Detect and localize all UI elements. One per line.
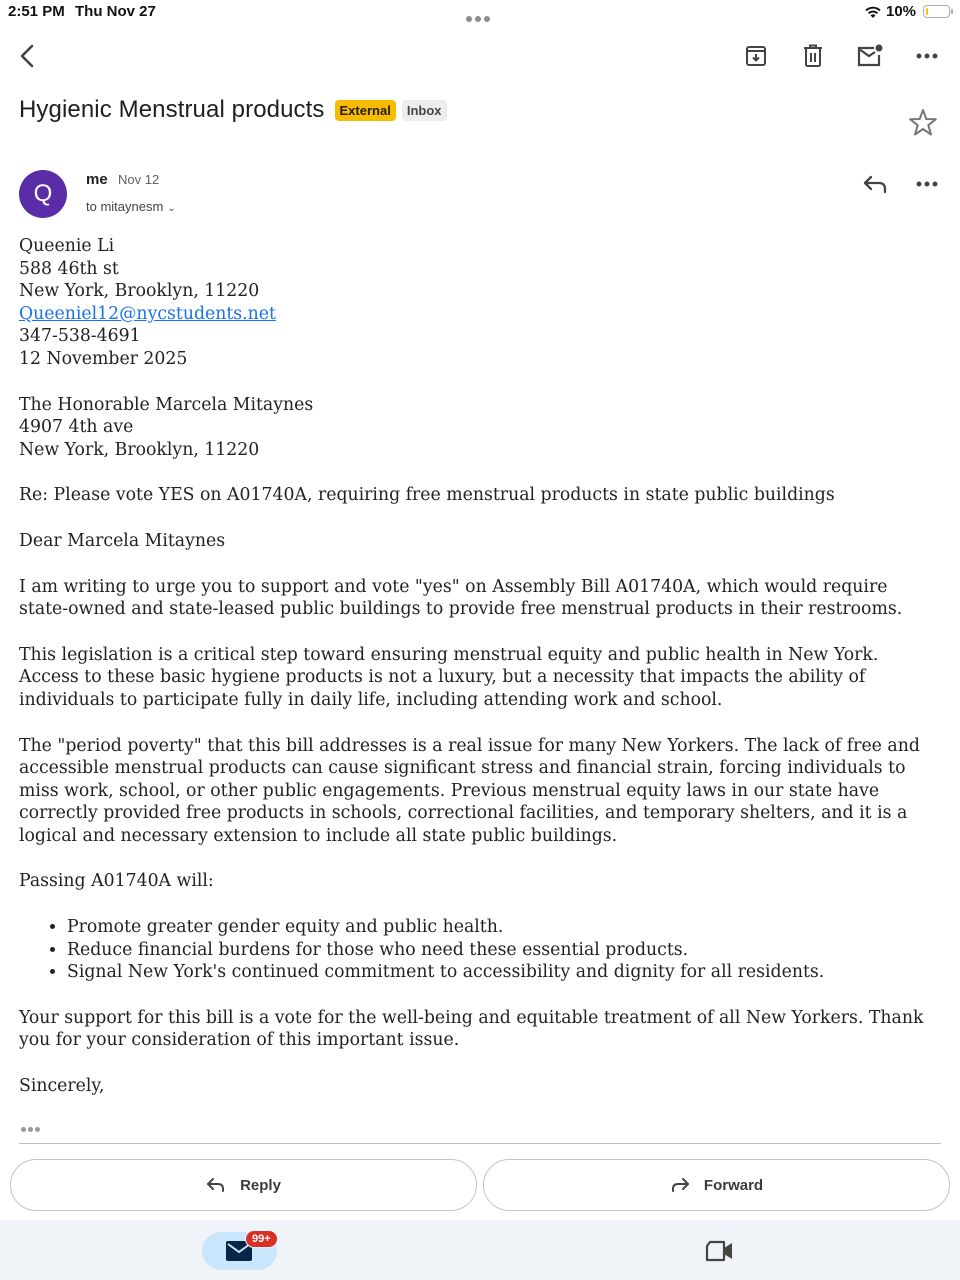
- back-button[interactable]: [12, 40, 44, 72]
- sign-off: Sincerely,: [19, 1076, 105, 1097]
- body-paragraph: I am writing to urge you to support and vote "yes" on Assembly Bill A01740A, which would require state-owned and state-leased public buildings to provide free menstrual products in their restrooms.: [19, 576, 903, 620]
- divider: [19, 1143, 941, 1144]
- sender-avatar[interactable]: Q: [19, 170, 67, 218]
- sender-phone: 347-538-4691: [19, 326, 141, 347]
- reply-button[interactable]: [10, 1159, 477, 1211]
- list-item: • Promote greater gender equity and public health.: [67, 916, 939, 939]
- chevron-down-icon: ⌄: [167, 203, 176, 214]
- email-body: [19, 235, 939, 1121]
- inbox-label-badge[interactable]: Inbox: [402, 100, 447, 121]
- battery-nub: [951, 9, 953, 14]
- battery-percent: 10%: [886, 3, 917, 20]
- email-subject: Hygienic Menstrual products: [19, 96, 325, 123]
- status-bar: [0, 0, 960, 24]
- mark-unread-icon: [856, 43, 884, 69]
- re-line: Re: Please vote YES on A01740A, requiring free menstrual products in state public buildings: [19, 485, 835, 506]
- letter-date: 12 November 2025: [19, 348, 188, 369]
- archive-button[interactable]: [740, 40, 772, 72]
- star-icon[interactable]: [906, 106, 940, 140]
- recipient-street-line: 4907 4th ave: [19, 417, 134, 438]
- sender-email-link[interactable]: Queeniel12@nycstudents.net: [19, 303, 276, 324]
- sender-name-line: Queenie Li: [19, 236, 115, 256]
- sender-name: me: [86, 171, 108, 188]
- recipients-text: to mitaynesm: [86, 199, 164, 214]
- sender-city-line: New York, Brooklyn, 11220: [19, 281, 260, 302]
- show-trimmed-content-button[interactable]: [21, 1119, 43, 1127]
- recipient-address-block: [19, 394, 939, 462]
- more-horizontal-icon: [916, 53, 938, 59]
- status-date: Thu Nov 27: [75, 3, 156, 20]
- wifi-icon: [864, 5, 882, 19]
- trash-icon: [802, 44, 824, 68]
- benefits-list: [19, 916, 939, 984]
- unread-count-badge: 99+: [245, 1230, 278, 1248]
- multitasking-dots-icon[interactable]: [466, 9, 494, 15]
- video-camera-icon[interactable]: [704, 1238, 736, 1264]
- reply-icon[interactable]: [860, 170, 890, 198]
- body-paragraph: The "period poverty" that this bill addresses is a real issue for many New Yorkers. The lack of free and accessible menstrual products can cause significant stress and financial strain, forcing individuals to miss work, school, or other public engagements. Previous menstrual equity laws in our state have correctly provided free products in schools, correctional facilities, and temporary shelters, and it is a logical and necessary extension to include all state public buildings.: [19, 735, 920, 846]
- status-time: 2:51 PM: [8, 3, 65, 20]
- sender-street-line: 588 46th st: [19, 258, 119, 279]
- body-paragraph: This legislation is a critical step toward ensuring menstrual equity and public health in New York. Access to these basic hygiene products is not a luxury, but a necessity that impacts the ability of individuals to participate fully in daily life, including attending work and school.: [19, 644, 879, 710]
- forward-label: Forward: [703, 1176, 764, 1194]
- battery-icon: [923, 5, 950, 18]
- recipient-name-line: The Honorable Marcela Mitaynes: [19, 394, 314, 415]
- delete-button[interactable]: [797, 40, 829, 72]
- list-item: • Reduce financial burdens for those who need these essential products.: [67, 939, 939, 962]
- reply-label: Reply: [240, 1176, 281, 1194]
- bottom-navigation: [0, 1220, 960, 1280]
- archive-icon: [744, 44, 768, 68]
- forward-icon: [670, 1176, 690, 1194]
- sent-date: Nov 12: [118, 172, 160, 187]
- subject-row: [19, 96, 447, 124]
- back-arrow-icon: [17, 43, 39, 69]
- more-options-button[interactable]: [911, 40, 943, 72]
- reply-icon: [206, 1176, 226, 1194]
- recipient-city-line: New York, Brooklyn, 11220: [19, 439, 260, 460]
- sender-address-block: [19, 235, 939, 371]
- closing-paragraph: Your support for this bill is a vote for the well-being and equitable treatment of all New Yorkers. Thank you for your consideration of this important issue.: [19, 1007, 924, 1051]
- list-intro: Passing A01740A will:: [19, 871, 214, 892]
- list-item: • Signal New York's continued commitment to accessibility and dignity for all residents.: [67, 961, 939, 984]
- message-more-button[interactable]: [912, 170, 942, 198]
- external-label-badge: External: [335, 100, 396, 121]
- more-horizontal-icon: [916, 181, 938, 187]
- forward-button[interactable]: [483, 1159, 950, 1211]
- mark-unread-button[interactable]: [854, 40, 886, 72]
- recipients-toggle[interactable]: [86, 199, 176, 214]
- battery-fill: [926, 8, 928, 15]
- salutation: Dear Marcela Mitaynes: [19, 530, 226, 551]
